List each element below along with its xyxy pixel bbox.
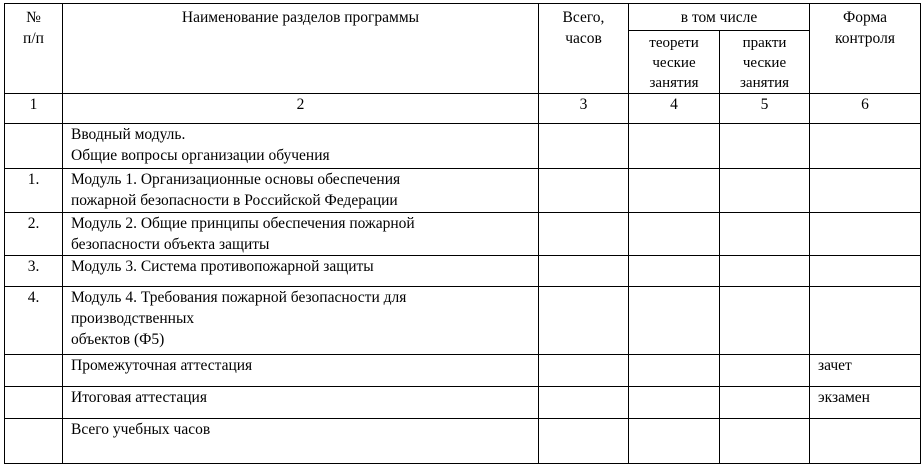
row-control <box>810 287 921 355</box>
row-name: Вводный модуль. Общие вопросы организации обучения <box>63 124 539 169</box>
row-num: 2. <box>5 213 63 256</box>
row-theory <box>629 124 720 169</box>
row-theory <box>629 355 720 387</box>
row-control <box>810 124 921 169</box>
row-total <box>539 419 629 464</box>
table-row <box>5 419 921 464</box>
row-practice <box>720 387 810 419</box>
col-number-6: 6 <box>810 94 921 124</box>
row-num: 3. <box>5 256 63 287</box>
row-total <box>539 213 629 256</box>
row-total <box>539 256 629 287</box>
header-including: в том числе <box>629 4 810 31</box>
row-total <box>539 355 629 387</box>
row-name: Итоговая аттестация <box>63 387 539 419</box>
row-control: экзамен <box>810 387 921 419</box>
row-num: 1. <box>5 169 63 213</box>
row-total <box>539 169 629 213</box>
row-practice <box>720 213 810 256</box>
row-practice <box>720 169 810 213</box>
row-practice <box>720 419 810 464</box>
row-num <box>5 419 63 464</box>
row-theory <box>629 169 720 213</box>
row-name: Модуль 1. Организационные основы обеспечения пожарной безопасности в Российской Федерации <box>63 169 539 213</box>
table-row <box>5 213 921 256</box>
row-practice <box>720 256 810 287</box>
table-row <box>5 169 921 213</box>
header-theory: теорети ческие занятия <box>629 31 720 94</box>
row-total <box>539 124 629 169</box>
row-theory <box>629 387 720 419</box>
header-num: № п/п <box>5 4 63 94</box>
header-name: Наименование разделов программы <box>63 4 539 94</box>
row-name: Модуль 4. Требования пожарной безопасности для производственных объектов (Ф5) <box>63 287 539 355</box>
row-theory <box>629 419 720 464</box>
table-row <box>5 355 921 387</box>
row-control: зачет <box>810 355 921 387</box>
row-name: Промежуточная аттестация <box>63 355 539 387</box>
header-practice: практи ческие занятия <box>720 31 810 94</box>
row-name: Модуль 2. Общие принципы обеспечения пожарной безопасности объекта защиты <box>63 213 539 256</box>
row-num <box>5 124 63 169</box>
row-total <box>539 287 629 355</box>
col-number-4: 4 <box>629 94 720 124</box>
col-number-5: 5 <box>720 94 810 124</box>
col-number-3: 3 <box>539 94 629 124</box>
row-num <box>5 387 63 419</box>
table-row <box>5 287 921 355</box>
row-control <box>810 213 921 256</box>
col-number-2: 2 <box>63 94 539 124</box>
col-number-1: 1 <box>5 94 63 124</box>
header-total: Всего, часов <box>539 4 629 94</box>
row-name: Всего учебных часов <box>63 419 539 464</box>
row-total <box>539 387 629 419</box>
table-row <box>5 256 921 287</box>
row-control <box>810 419 921 464</box>
row-num <box>5 355 63 387</box>
column-number-row <box>5 94 921 124</box>
table-body <box>5 124 921 464</box>
row-num: 4. <box>5 287 63 355</box>
row-control <box>810 169 921 213</box>
table-row <box>5 124 921 169</box>
program-table <box>4 3 921 464</box>
table-row <box>5 387 921 419</box>
row-name: Модуль 3. Система противопожарной защиты <box>63 256 539 287</box>
header-control: Форма контроля <box>810 4 921 94</box>
header-row <box>5 4 921 31</box>
row-practice <box>720 287 810 355</box>
row-theory <box>629 287 720 355</box>
row-theory <box>629 256 720 287</box>
row-theory <box>629 213 720 256</box>
row-practice <box>720 355 810 387</box>
row-control <box>810 256 921 287</box>
row-practice <box>720 124 810 169</box>
